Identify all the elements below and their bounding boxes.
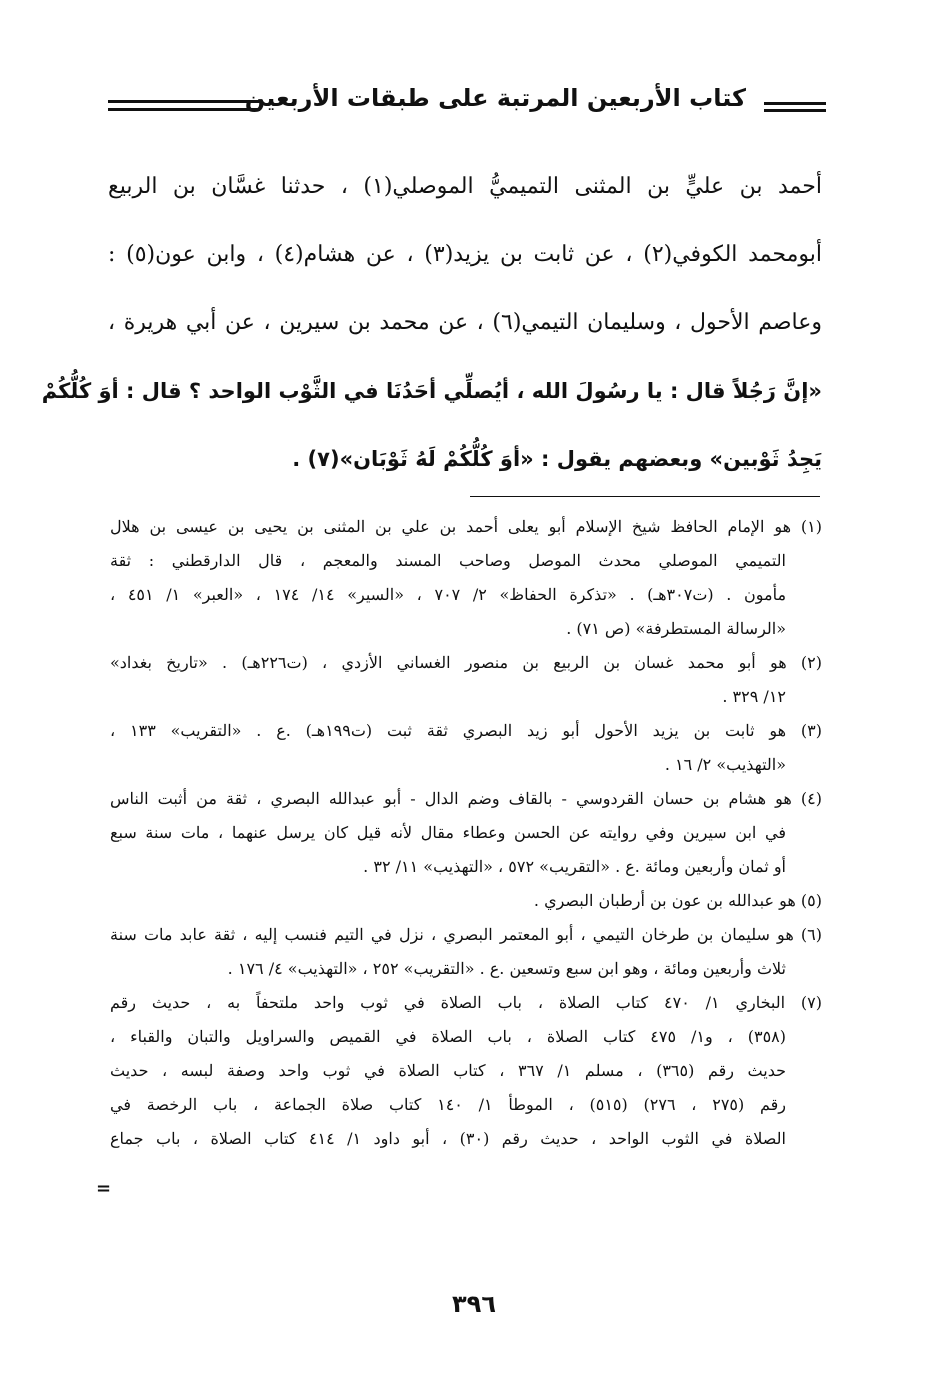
footnote-line: (١) هو الإمام الحافظ شيخ الإسلام أبو يعلى أحمد بن علي بن المثنى بن يحيى بن عيسى بن هلال xyxy=(110,517,822,536)
footnote-5 xyxy=(110,884,822,918)
footnote-7 xyxy=(110,986,822,1156)
continuation-mark: = xyxy=(96,1178,112,1199)
footnote-6 xyxy=(110,918,822,986)
hadith-text-line: «إنَّ رَجُلاً قال : يا رسُولَ الله ، أيُصلِّي أحَدُنَا في الثَّوْب الواحد ؟ قال : أوَ كُلُّكُمْ xyxy=(41,379,822,403)
footnote-line: الصلاة في الثوب الواحد ، حديث رقم (٣٠) ، أبو داود ١/ ٤١٤ كتاب الصلاة ، باب جماع xyxy=(110,1129,787,1148)
footnote-line: (٣) هو ثابت بن يزيد الأحول أبو زيد البصري ثقة ثبت (ت١٩٩هـ) .ع . «التقريب» ١٣٣ ، xyxy=(110,721,823,740)
footnote-line: رقم (٢٧٥ ، ٢٧٦) (٥١٥) ، الموطأ ١/ ١٤٠ كتاب صلاة الجماعة ، باب الرخصة في xyxy=(110,1095,787,1114)
footnote-line: (٥) هو عبدالله بن عون بن أرطبان البصري . xyxy=(533,891,822,910)
footnote-line: (٧) البخاري ١/ ٤٧٠ كتاب الصلاة ، باب الصلاة في ثوب واحد ملتحفاً به ، حديث رقم xyxy=(110,993,822,1012)
footnote-line: (٦) هو سليمان بن طرخان التيمي ، أبو المعتمر البصري ، نزل في التيم فنسب إليه ، ثقة عابد مات سنة xyxy=(110,925,822,944)
header-rule-left xyxy=(108,100,260,103)
text-line: وعاصم الأحول ، وسليمان التيمي(٦) ، عن محمد بن سيرين ، عن أبي هريرة ، xyxy=(108,310,823,335)
footnote-line: ١٢/ ٣٢٩ . xyxy=(722,687,786,706)
footnote-separator xyxy=(470,496,820,497)
footnote-line: ثلاث وأربعين ومائة ، وهو ابن سبع وتسعين .ع . «التقريب» ٢٥٢ ، «التهذيب» ٤/ ١٧٦ . xyxy=(227,959,786,978)
footnote-line: في ابن سيرين وفي روايته عن الحسن وعطاء مقال لأنه قيل كان يرسل عنهما ، مات سنة سبع xyxy=(110,823,786,842)
hadith-text-line: يَجِدُ ثَوْبين» وبعضهم يقول : «أوَ كُلُّكُمْ لَهُ ثَوْبَان»(٧) . xyxy=(292,447,822,471)
footnote-line: مأمون . (ت٣٠٧هـ) . «تذكرة الحفاظ» ٢/ ٧٠٧ ، «السير» ١٤/ ١٧٤ ، «العبر» ١/ ٤٥١ ، xyxy=(110,585,787,604)
footnote-2 xyxy=(110,646,822,714)
footnote-line: التميمي الموصلي محدث الموصل وصاحب المسند والمعجم ، قال الدارقطني : ثقة xyxy=(110,551,787,570)
main-text xyxy=(41,160,823,500)
footnote-1 xyxy=(110,510,822,646)
footnote-3 xyxy=(110,714,822,782)
page-number: ٣٩٦ xyxy=(452,1290,496,1318)
footnote-line: «التهذيب» ٢/ ١٦ . xyxy=(664,755,786,774)
header-rule-right xyxy=(764,102,826,105)
text-line: أحمد بن عليٍّ بن المثنى التميميُّ الموصلي(١) ، حدثنا غسَّان بن الربيع xyxy=(108,174,822,199)
footnote-line: «الرسالة المستطرفة» (ص ٧١) . xyxy=(566,619,786,638)
footnote-line: (٢) هو أبو محمد غسان بن الربيع بن منصور الغساني الأزدي ، (ت٢٢٦هـ) . «تاريخ بغداد» xyxy=(110,653,823,672)
header-title: كتاب الأربعين المرتبة على طبقات الأربعين xyxy=(244,84,746,112)
footnotes xyxy=(110,510,822,1156)
footnote-line: حديث رقم (٣٦٥) ، مسلم ١/ ٣٦٧ ، كتاب الصلاة في ثوب واحد وصفة لبسه ، حديث xyxy=(110,1061,787,1080)
footnote-line: (٣٥٨) ، و١/ ٤٧٥ كتاب الصلاة ، باب الصلاة في القميص والسراويل والتبان والقباء ، xyxy=(110,1027,786,1046)
text-line: أبومحمد الكوفي(٢) ، عن ثابت بن يزيد(٣) ، عن هشام(٤) ، وابن عون(٥) : xyxy=(108,242,822,267)
footnote-line: أو ثمان وأربعين ومائة .ع . «التقريب» ٥٧٢ ، «التهذيب» ١١/ ٣٢ . xyxy=(363,857,786,876)
footnote-line: (٤) هو هشام بن حسان القردوسي - بالقاف وضم الدال - أبو عبدالله البصري ، ثقة من أثبت الناس xyxy=(110,789,822,808)
footnote-4 xyxy=(110,782,822,884)
running-header xyxy=(100,82,826,122)
